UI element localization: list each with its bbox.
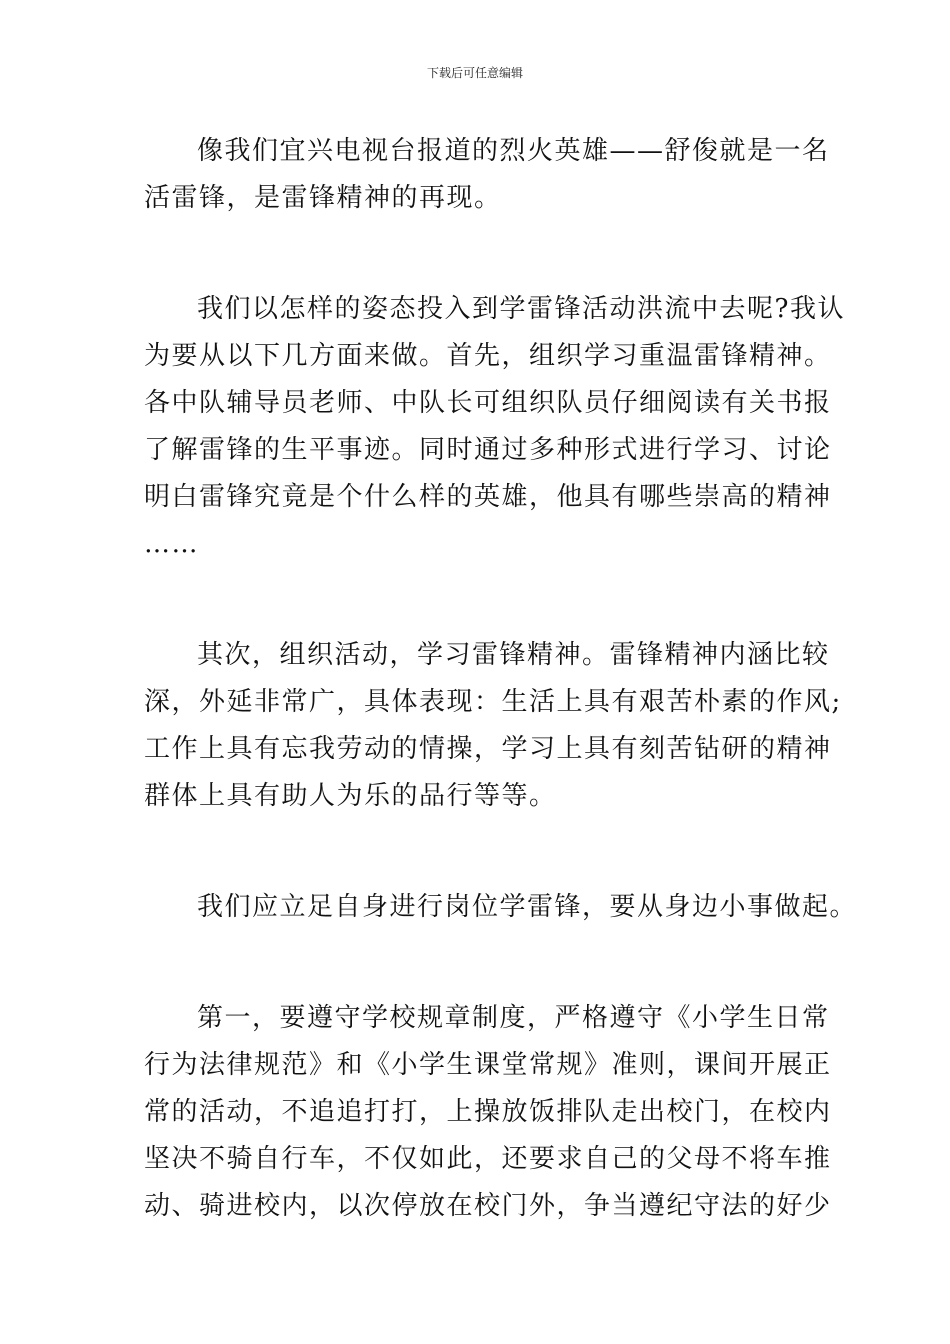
paragraph-1 [144, 128, 830, 222]
text-line: 深，外延非常广，具体表现：生活上具有艰苦朴素的作风; [144, 687, 842, 717]
text-line: 第一，要遵守学校规章制度，严格遵守《小学生日常 [197, 1003, 830, 1033]
text-line: 了解雷锋的生平事迹。同时通过多种形式进行学习、讨论 [144, 435, 832, 465]
document-body [144, 128, 858, 1230]
paragraph-3 [144, 632, 842, 820]
paragraph-gap [144, 568, 808, 632]
text-line: 坚决不骑自行车，不仅如此，还要求自己的父母不将车推 [144, 1144, 832, 1174]
paragraph-gap [144, 931, 808, 995]
text-line: 群体上具有助人为乐的品行等等。 [144, 781, 557, 811]
paragraph-5 [144, 995, 832, 1230]
text-line: 为要从以下几方面来做。首先，组织学习重温雷锋精神。 [144, 341, 832, 371]
text-line: 我们应立足自身进行岗位学雷锋，要从身边小事做起。 [197, 892, 858, 922]
paragraph-2 [144, 286, 845, 568]
text-line: 动、骑进校内，以次停放在校门外，争当遵纪守法的好少 [144, 1191, 832, 1221]
text-line: 各中队辅导员老师、中队长可组织队员仔细阅读有关书报 [144, 388, 832, 418]
text-line: 像我们宜兴电视台报道的烈火英雄——舒俊就是一名 [197, 136, 830, 166]
text-line: 明白雷锋究竟是个什么样的英雄，他具有哪些崇高的精神 [144, 482, 832, 512]
text-line: 常的活动，不追追打打，上操放饭排队走出校门，在校内 [144, 1097, 832, 1127]
text-line: 工作上具有忘我劳动的情操，学习上具有刻苦钻研的精神 [144, 734, 832, 764]
text-line: 我们以怎样的姿态投入到学雷锋活动洪流中去呢?我认 [197, 294, 845, 324]
page-header: 下载后可任意编辑 [426, 66, 523, 80]
text-line: 活雷锋，是雷锋精神的再现。 [144, 183, 502, 213]
text-line: …… [144, 529, 199, 559]
text-line: 行为法律规范》和《小学生课堂常规》准则，课间开展正 [144, 1050, 832, 1080]
paragraph-gap [144, 222, 808, 286]
paragraph-4 [144, 884, 858, 931]
text-line: 其次，组织活动，学习雷锋精神。雷锋精神内涵比较 [197, 640, 830, 670]
paragraph-gap [144, 820, 808, 884]
